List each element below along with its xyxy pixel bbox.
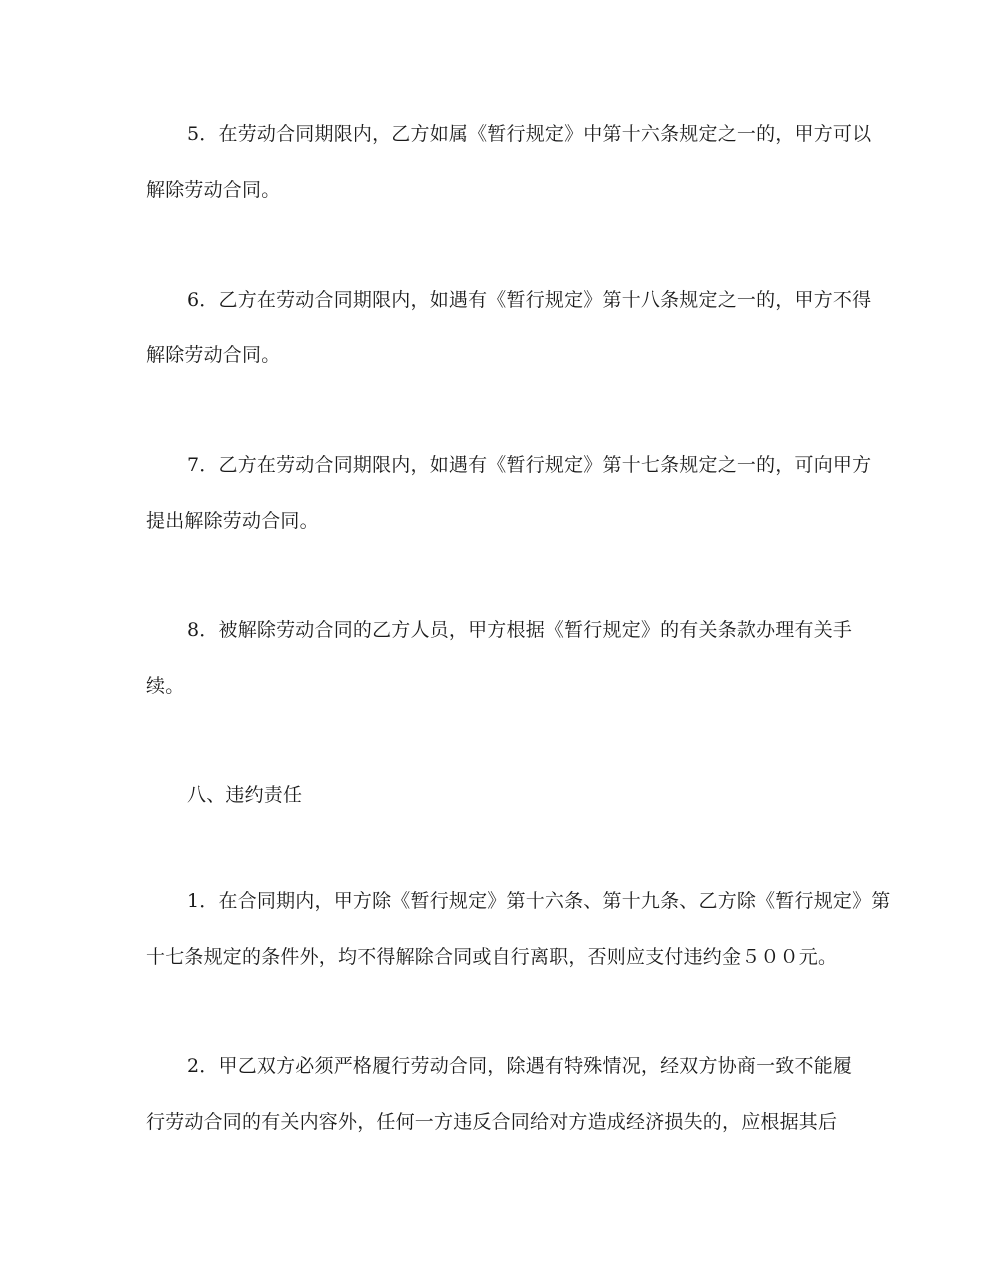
penalty-1-line-2: 十七条规定的条件外，均不得解除合同或自行离职，否则应支付违约金５００元。: [146, 946, 838, 968]
penalty-1-line-1: 1．在合同期内，甲方除《暂行规定》第十六条、第十九条、乙方除《暂行规定》第: [187, 890, 891, 912]
clause-6-line-1: 6．乙方在劳动合同期限内，如遇有《暂行规定》第十八条规定之一的，甲方不得: [187, 289, 872, 311]
penalty-2-line-2: 行劳动合同的有关内容外，任何一方违反合同给对方造成经济损失的，应根据其后: [146, 1111, 838, 1133]
clause-7-line-2: 提出解除劳动合同。: [146, 510, 319, 532]
clause-5-line-2: 解除劳动合同。: [146, 179, 281, 201]
section-8-heading: 八、违约责任: [187, 784, 303, 806]
clause-7-line-1: 7．乙方在劳动合同期限内，如遇有《暂行规定》第十七条规定之一的，可向甲方: [187, 454, 872, 476]
clause-6-line-2: 解除劳动合同。: [146, 344, 281, 366]
clause-8-line-2: 续。: [146, 675, 185, 697]
clause-5-line-1: 5．在劳动合同期限内，乙方如属《暂行规定》中第十六条规定之一的，甲方可以: [187, 123, 872, 145]
penalty-2-line-1: 2．甲乙双方必须严格履行劳动合同，除遇有特殊情况，经双方协商一致不能履: [187, 1055, 853, 1077]
clause-8-line-1: 8．被解除劳动合同的乙方人员，甲方根据《暂行规定》的有关条款办理有关手: [187, 619, 853, 641]
